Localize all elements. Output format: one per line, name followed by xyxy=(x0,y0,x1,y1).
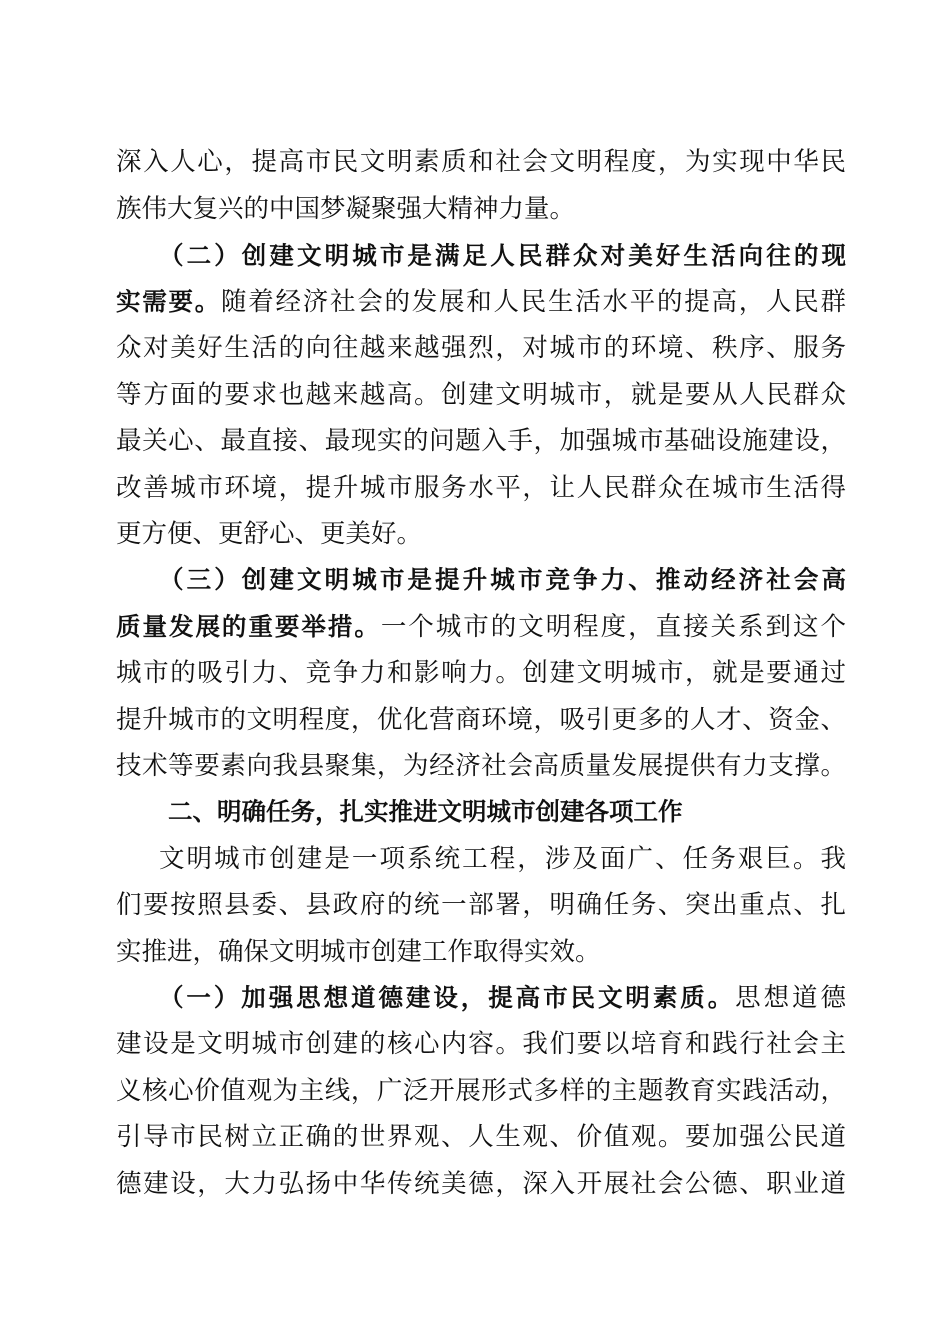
paragraph-line: 深入人心，提高市民文明素质和社会文明程度，为实现中华民 xyxy=(116,147,846,177)
section-title-line xyxy=(159,236,846,276)
paragraph-line: 提升城市的文明程度，优化营商环境，吸引更多的人才、资金、 xyxy=(116,705,846,735)
section-text: 思想道德 xyxy=(735,983,846,1013)
paragraph-line: 建设是文明城市创建的核心内容。我们要以培育和践行社会主 xyxy=(116,1029,846,1059)
paragraph-line: 们要按照县委、县政府的统一部署，明确任务、突出重点、扎 xyxy=(116,890,846,920)
paragraph-line: 引导市民树立正确的世界观、人生观、价值观。要加强公民道 xyxy=(116,1122,846,1152)
paragraph-line: 义核心价值观为主线，广泛开展形式多样的主题教育实践活动， xyxy=(116,1076,846,1106)
section-text: 一个城市的文明程度，直接关系到这个 xyxy=(380,612,846,642)
paragraph-line: 德建设，大力弘扬中华传统美德，深入开展社会公德、职业道 xyxy=(116,1169,846,1199)
paragraph-line: 众对美好生活的向往越来越强烈，对城市的环境、秩序、服务 xyxy=(116,333,846,363)
section-title: 质量发展的重要举措。 xyxy=(116,612,381,641)
paragraph-line: 技术等要素向我县聚集，为经济社会高质量发展提供有力支撑。 xyxy=(116,751,846,781)
section-title-line xyxy=(159,978,846,1018)
section-title: （一）加强思想道德建设，提高市民文明素质。 xyxy=(159,983,736,1012)
section-title-line xyxy=(116,282,846,322)
section-title-line xyxy=(116,607,846,647)
paragraph-line: 实推进，确保文明城市创建工作取得实效。 xyxy=(116,937,601,967)
paragraph-line: 族伟大复兴的中国梦凝聚强大精神力量。 xyxy=(116,194,576,224)
paragraph-line: 文明城市创建是一项系统工程，涉及面广、任务艰巨。我 xyxy=(159,844,846,874)
paragraph-line: 最关心、最直接、最现实的问题入手，加强城市基础设施建设， xyxy=(116,426,846,456)
section-text: 随着经济社会的发展和人民生活水平的提高，人民群 xyxy=(221,287,846,317)
section-title: （二）创建文明城市是满足人民群众对美好生活向往的现 xyxy=(159,241,846,270)
chapter-heading: 二、明确任务，扎实推进文明城市创建各项工作 xyxy=(168,797,683,826)
paragraph-line: 城市的吸引力、竞争力和影响力。创建文明城市，就是要通过 xyxy=(116,658,846,688)
section-title: 实需要。 xyxy=(116,287,221,316)
paragraph-line: 更方便、更舒心、更美好。 xyxy=(116,519,423,549)
paragraph-line: 改善城市环境，提升城市服务水平，让人民群众在城市生活得 xyxy=(116,473,846,503)
paragraph-line: 等方面的要求也越来越高。创建文明城市，就是要从人民群众 xyxy=(116,380,846,410)
section-title: （三）创建文明城市是提升城市竞争力、推动经济社会高 xyxy=(159,565,846,594)
section-title-line xyxy=(159,560,846,600)
